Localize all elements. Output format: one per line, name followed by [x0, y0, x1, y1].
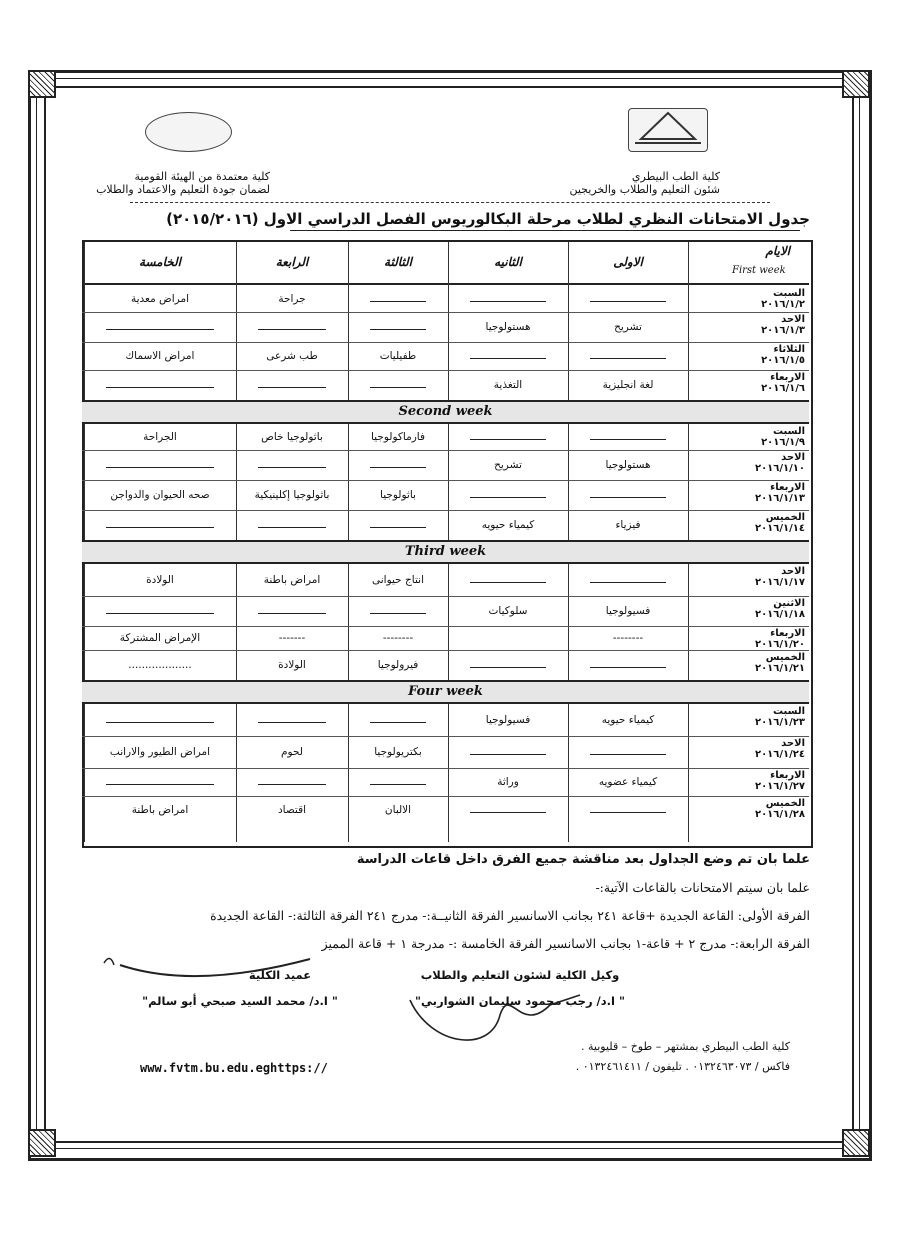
- exam-subject: ...................: [128, 659, 192, 671]
- day-name: الخميس: [765, 512, 805, 523]
- week-label: Four week: [82, 680, 809, 704]
- exam-subject: باثولوجيا: [380, 489, 416, 501]
- day-date: ٢٠١٦/١/١٠: [754, 463, 805, 474]
- empty-slot-dash: [106, 722, 214, 723]
- day-name: الاربعاء: [770, 628, 805, 639]
- empty-slot-dash: [470, 667, 546, 668]
- day-date: ٢٠١٦/١/٦: [761, 383, 805, 394]
- note-line-1: علما بان تم وضع الجداول بعد مناقشة جميع الفرق داخل قاعات الدراسة: [356, 852, 810, 867]
- empty-slot-dash: [590, 754, 666, 755]
- day-name: الاحد: [781, 314, 805, 325]
- day-cell: [692, 452, 805, 474]
- header-left-line1: كلية معتمدة من الهيئة القومية: [134, 170, 270, 183]
- exam-subject: بكتريولوجيا: [374, 746, 422, 758]
- column-header: الثانيه: [494, 255, 522, 269]
- empty-slot-dash: [590, 439, 666, 440]
- day-cell: [692, 566, 805, 588]
- exam-subject: جراحة: [278, 293, 306, 305]
- day-column-header: الايام: [765, 244, 790, 258]
- empty-slot-dash: [370, 722, 426, 723]
- exam-subject: --------: [612, 632, 644, 644]
- day-date: ٢٠١٦/١/٥: [761, 355, 805, 366]
- week-label: Second week: [82, 400, 809, 424]
- empty-slot-dash: [258, 467, 326, 468]
- corner-ornament: [28, 70, 56, 98]
- empty-slot-dash: [470, 301, 546, 302]
- week-label: Third week: [82, 540, 809, 564]
- empty-slot-dash: [106, 329, 214, 330]
- row-rule: [82, 342, 809, 343]
- exam-subject: لحوم: [281, 746, 303, 758]
- day-name: الخميس: [765, 798, 805, 809]
- day-cell: [692, 652, 805, 674]
- corner-ornament: [28, 1129, 56, 1157]
- day-cell: [692, 770, 805, 792]
- row-rule: [82, 796, 809, 797]
- empty-slot-dash: [470, 439, 546, 440]
- column-header: الخامسة: [139, 255, 181, 269]
- row-rule: [82, 596, 809, 597]
- empty-slot-dash: [470, 582, 546, 583]
- empty-slot-dash: [370, 329, 426, 330]
- note-line-2: علما بان سيتم الامتحانات بالقاعات الآتية:-: [595, 880, 810, 895]
- exam-subject: هستولوجيا: [605, 459, 651, 471]
- footer-url[interactable]: www.fvtm.bu.edu.eghttps://: [140, 1061, 328, 1075]
- dean-title: عميد الكلية: [248, 968, 312, 982]
- day-date: ٢٠١٦/١/٢٠: [754, 639, 805, 650]
- row-rule: [82, 370, 809, 371]
- empty-slot-dash: [370, 527, 426, 528]
- empty-slot-dash: [370, 387, 426, 388]
- empty-slot-dash: [470, 497, 546, 498]
- empty-slot-dash: [106, 387, 214, 388]
- empty-slot-dash: [590, 667, 666, 668]
- empty-slot-dash: [470, 754, 546, 755]
- footer-phones: فاكس / ٠١٣٢٤٦٣٠٧٣ . تليفون / ٠١٣٢٤٦١٤١١ .: [575, 1060, 790, 1073]
- empty-slot-dash: [370, 467, 426, 468]
- day-name: الخميس: [765, 652, 805, 663]
- exam-subject: هستولوجيا: [485, 321, 531, 333]
- exam-subject: امراض باطنة: [263, 574, 321, 586]
- exam-subject: الالبان: [384, 804, 412, 816]
- exam-subject: فارماكولوجيا: [370, 431, 426, 443]
- day-date: ٢٠١٦/١/١٧: [754, 577, 805, 588]
- day-date: ٢٠١٦/١/٢٧: [754, 781, 805, 792]
- exam-subject: الإمراض المشتركة: [119, 632, 201, 644]
- empty-slot-dash: [258, 527, 326, 528]
- empty-slot-dash: [370, 784, 426, 785]
- row-rule: [82, 650, 809, 651]
- exam-subject: سلوكيات: [488, 605, 528, 617]
- empty-slot-dash: [106, 527, 214, 528]
- day-date: ٢٠١٦/١/١٨: [754, 609, 805, 620]
- exam-subject: تشريح: [494, 459, 522, 471]
- exam-subject: انتاج حيوانى: [372, 574, 424, 586]
- row-rule: [82, 626, 809, 627]
- exam-subject: -------: [278, 632, 306, 644]
- page-title: جدول الامتحانات النظري لطلاب مرحلة البكالوريوس الفصل الدراسي الاول (٢٠١٥/٢٠١٦): [166, 210, 810, 228]
- row-rule: [82, 450, 809, 451]
- empty-slot-dash: [590, 582, 666, 583]
- exam-subject: التغذية: [493, 379, 523, 391]
- day-cell: [692, 738, 805, 760]
- exam-subject: طفيليات: [379, 350, 417, 362]
- empty-slot-dash: [590, 812, 666, 813]
- day-name: السبت: [772, 288, 805, 299]
- header-right-line2: شئون التعليم والطلاب والخريجين: [569, 183, 720, 196]
- day-name: الاحد: [781, 452, 805, 463]
- exam-subject: امراض معدية: [130, 293, 190, 305]
- row-rule: [82, 480, 809, 481]
- empty-slot-dash: [106, 613, 214, 614]
- vice-dean-title: وكيل الكلية لشئون التعليم والطلاب: [420, 968, 620, 982]
- empty-slot-dash: [470, 358, 546, 359]
- exam-subject: فسيولوجيا: [485, 714, 531, 726]
- day-cell: [692, 628, 805, 650]
- empty-slot-dash: [258, 329, 326, 330]
- day-cell: [692, 512, 805, 534]
- day-cell: [692, 372, 805, 394]
- empty-slot-dash: [106, 784, 214, 785]
- day-date: ٢٠١٦/١/٢٨: [754, 809, 805, 820]
- day-cell: [692, 798, 805, 820]
- title-underline: [290, 230, 800, 231]
- empty-slot-dash: [258, 613, 326, 614]
- day-date: ٢٠١٦/١/١٤: [754, 523, 805, 534]
- day-name: الاربعاء: [770, 482, 805, 493]
- dean-name: " ا.د/ محمد السيد صبحي أبو سالم": [142, 994, 338, 1008]
- exam-subject: فسيولوجيا: [605, 605, 651, 617]
- exam-subject: باثولوجيا إكلينيكية: [254, 489, 330, 501]
- exam-subject: امراض الطيور والارانب: [109, 746, 211, 758]
- exam-subject: كيمياء حيويه: [601, 714, 655, 726]
- handwritten-signatures: [100, 945, 680, 1055]
- header-divider: [130, 202, 770, 203]
- exam-subject: لغة انجليزية: [602, 379, 654, 391]
- day-cell: [692, 598, 805, 620]
- exam-subject: تشريح: [614, 321, 642, 333]
- day-name: السبت: [772, 706, 805, 717]
- day-name: الاربعاء: [770, 770, 805, 781]
- header-right-line1: كلية الطب البيطري: [631, 170, 720, 183]
- exam-subject: امراض الاسماك: [125, 350, 195, 362]
- column-header: الثالثة: [384, 255, 412, 269]
- empty-slot-dash: [590, 497, 666, 498]
- vice-dean-name: " ا.د/ رجب محمود سليمان الشواربي": [415, 994, 625, 1008]
- row-rule: [82, 312, 809, 313]
- note-line-4: الفرقة الرابعة:- مدرج ٢ + قاعة-١ بجانب الاسانسير الفرقة الخامسة :- مدرجة ١ + قاعة المميز: [321, 936, 810, 951]
- day-date: ٢٠١٦/١/٣: [761, 325, 805, 336]
- day-date: ٢٠١٦/١/٢١: [754, 663, 805, 674]
- exam-subject: الجراحة: [143, 431, 177, 443]
- header-left-line2: لضمان جودة التعليم والاعتماد والطلاب: [96, 183, 270, 196]
- first-week-label: First week: [732, 265, 786, 276]
- note-line-3: الفرقة الأولى: القاعة الجديدة +قاعة ٢٤١ بجانب الاسانسير الفرقة الثانيــة:- مدرج ٢٤١ الفرقة الثالثة:- القاعة الجديدة: [210, 908, 810, 923]
- accreditation-logo: [145, 112, 232, 152]
- day-cell: [692, 344, 805, 366]
- exam-subject: صحه الحيوان والدواجن: [110, 489, 210, 501]
- exam-subject: وراثة: [497, 776, 519, 788]
- row-rule: [82, 510, 809, 511]
- day-name: الاثنين: [773, 598, 805, 609]
- exam-subject: الولادة: [146, 574, 174, 586]
- day-cell: [692, 426, 805, 448]
- day-name: الاربعاء: [770, 372, 805, 383]
- university-logo: [628, 108, 708, 152]
- empty-slot-dash: [470, 812, 546, 813]
- day-name: الاحد: [781, 566, 805, 577]
- day-date: ٢٠١٦/١/١٣: [754, 493, 805, 504]
- header-rule: [82, 283, 809, 285]
- corner-ornament: [842, 70, 870, 98]
- footer-address: كلية الطب البيطري بمشتهر – طوخ – قليوبية .: [581, 1040, 790, 1053]
- day-name: الاحد: [781, 738, 805, 749]
- empty-slot-dash: [258, 722, 326, 723]
- exam-subject: امراض باطنة: [131, 804, 189, 816]
- day-cell: [692, 706, 805, 728]
- empty-slot-dash: [590, 358, 666, 359]
- day-cell: [692, 482, 805, 504]
- exam-subject: اقتصاد: [277, 804, 307, 816]
- column-header: الاولى: [613, 255, 643, 269]
- exam-subject: طب شرعى: [266, 350, 318, 362]
- empty-slot-dash: [590, 301, 666, 302]
- exam-subject: الولادة: [278, 659, 306, 671]
- exam-subject: باثولوجيا خاص: [261, 431, 323, 443]
- day-date: ٢٠١٦/١/٢٣: [754, 717, 805, 728]
- empty-slot-dash: [370, 301, 426, 302]
- corner-ornament: [842, 1129, 870, 1157]
- empty-slot-dash: [258, 387, 326, 388]
- row-rule: [82, 768, 809, 769]
- day-date: ٢٠١٦/١/٩: [761, 437, 805, 448]
- day-name: السبت: [772, 426, 805, 437]
- exam-subject: كيمياء عضويه: [598, 776, 658, 788]
- day-name: الثلاثاء: [773, 344, 805, 355]
- day-date: ٢٠١٦/١/٢٤: [754, 749, 805, 760]
- empty-slot-dash: [370, 613, 426, 614]
- day-cell: [692, 314, 805, 336]
- column-header: الرابعة: [275, 255, 309, 269]
- exam-subject: فيزياء: [615, 519, 641, 531]
- exam-subject: --------: [382, 632, 414, 644]
- row-rule: [82, 736, 809, 737]
- exam-subject: فيرولوجيا: [377, 659, 419, 671]
- university-emblem-icon: [629, 109, 707, 151]
- day-cell: [692, 288, 805, 310]
- empty-slot-dash: [106, 467, 214, 468]
- exam-subject: كيمياء حيويه: [481, 519, 535, 531]
- day-date: ٢٠١٦/١/٢: [761, 299, 805, 310]
- empty-slot-dash: [258, 784, 326, 785]
